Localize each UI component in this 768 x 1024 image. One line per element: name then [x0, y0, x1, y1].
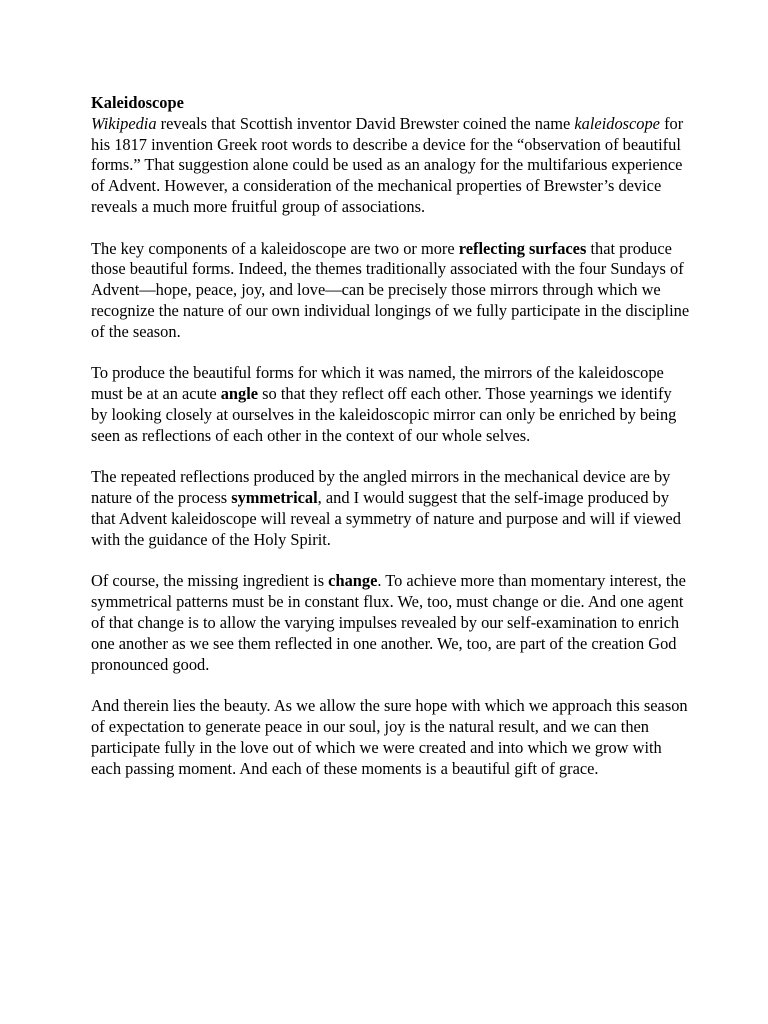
paragraph-2-text-a: The key components of a kaleidoscope are two or more [91, 238, 459, 258]
paragraph-4 [91, 467, 691, 550]
paragraph-3 [91, 363, 691, 446]
angle-bold: angle [220, 384, 259, 404]
kaleidoscope-italic: kaleidoscope [574, 113, 660, 133]
paragraph-6: And therein lies the beauty. As we allow the sure hope with which we approach this season of expectation to generate peace in our soul, joy is the natural result, and we can then participate fully in the love out of which we were created and into which we grow with each passing moment. And each of these moments is a beautiful gift of grace. [91, 696, 688, 778]
paragraph-4-text-b: , and I would suggest that the self-image produced by that Advent kaleidoscope will reveal a symmetry of nature and purpose and will if viewed with the guidance of the Holy Spirit. [91, 488, 681, 549]
paragraph-3-text-a: To produce the beautiful forms for which it was named, the mirrors of the kaleidoscope must be at an acute [91, 363, 664, 404]
paragraph-2-text-b: that produce those beautiful forms. Indeed, the themes traditionally associated with the four Sundays of Advent—hope, peace, joy, and love—can be precisely those mirrors through which we recognize the nature of our own individual longings of we fully participate in the discipline of the season. [91, 238, 690, 341]
paragraph-1 [91, 114, 691, 218]
reflecting-surfaces-bold: reflecting surfaces [458, 238, 587, 258]
paragraph-1-text-a: reveals that Scottish inventor David Brewster coined the name [156, 113, 575, 133]
change-bold: change [328, 571, 378, 591]
document-title: Kaleidoscope [91, 93, 184, 112]
document-body [91, 93, 691, 800]
paragraph-1-text-b: for his 1817 invention Greek root words to describe a device for the “observation of beautiful forms.” That suggestion alone could be used as an analogy for the multifarious experience of Advent. However, a consideration of the mechanical properties of Brewster’s device reveals a much more fruitful group of associations. [91, 113, 684, 216]
paragraph-4-text-a: The repeated reflections produced by the angled mirrors in the mechanical device are by nature of the process [91, 467, 671, 508]
paragraph-5-text-a: Of course, the missing ingredient is [91, 571, 329, 591]
paragraph-2 [91, 239, 691, 343]
paragraph-5 [91, 571, 691, 675]
wikipedia-italic: Wikipedia [91, 113, 157, 133]
paragraph-5-text-b: . To achieve more than momentary interest, the symmetrical patterns must be in constant flux. We, too, must change or die. And one agent of that change is to allow the varying impulses revealed by our self-examination to enrich one another as we see them reflected in one another. We, too, are part of the creation God pronounced good. [91, 571, 686, 674]
symmetrical-bold: symmetrical [231, 488, 318, 508]
paragraph-3-text-b: so that they reflect off each other. Those yearnings we identify by looking closely at ourselves in the kaleidoscopic mirror can only be enriched by being seen as reflections of each other in the context of our whole selves. [91, 384, 677, 445]
